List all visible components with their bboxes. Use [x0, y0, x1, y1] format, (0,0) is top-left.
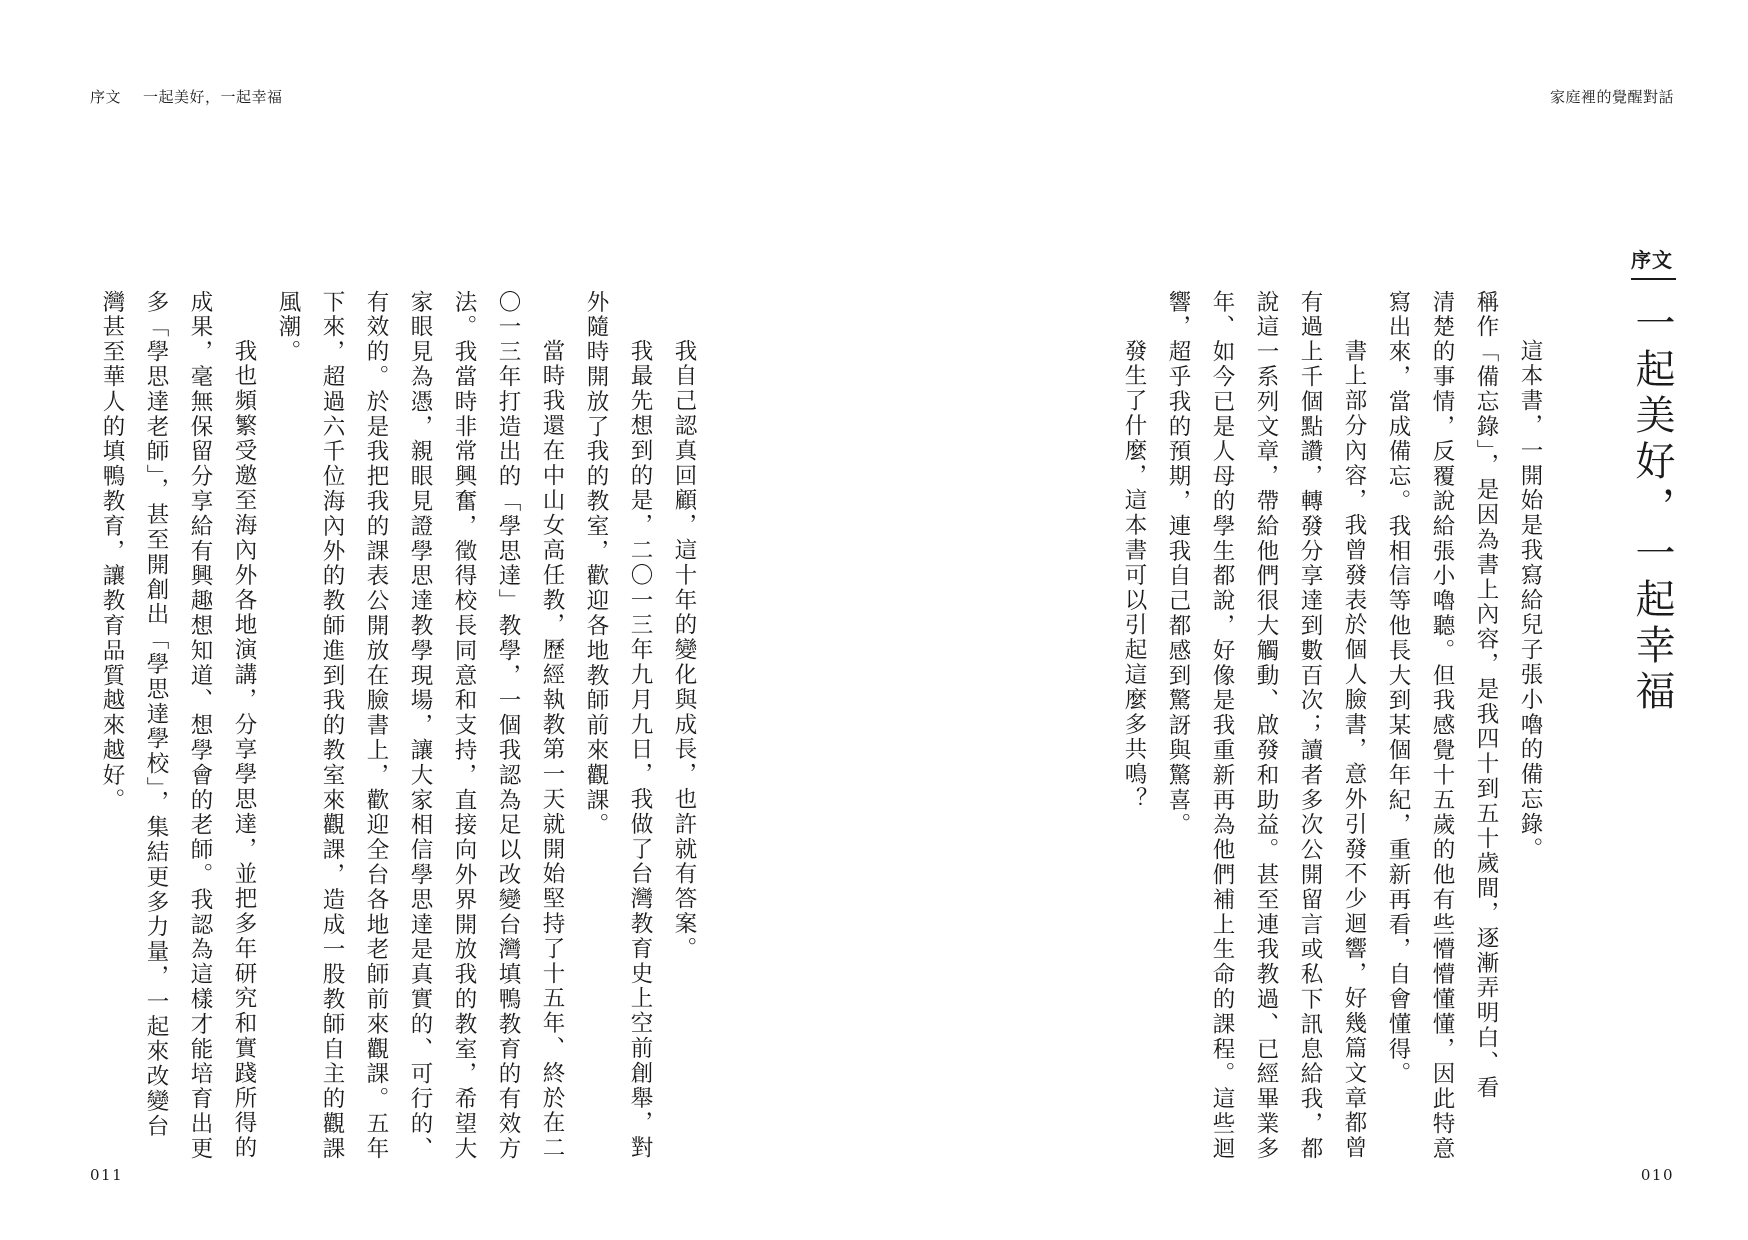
text-line: 我也頻繁受邀至海內外各地演講，分享學思達，並把多年研究和實踐所得的 [231, 339, 257, 1161]
text-line: 我最先想到的是，二〇一三年九月九日，我做了台灣教育史上空前創舉，對 [627, 339, 653, 1161]
text-line: 清楚的事情，反覆說給張小嚕聽。但我感覺十五歲的他有些懵懵懂懂，因此特意 [1429, 290, 1455, 1162]
text-line: 年、如今已是人母的學生都說，好像是我重新再為他們補上生命的課程。這些迴 [1209, 290, 1235, 1162]
right-running-head: 家庭裡的覺醒對話 [1549, 88, 1674, 106]
text-line: 家眼見為憑，親眼見證學思達教學現場，讓大家相信學思達是真實的、可行的、 [407, 290, 433, 1162]
left-running-head [90, 86, 283, 107]
text-line: 說這一系列文章，帶給他們很大觸動、啟發和助益。甚至連我教過、已經畢業多 [1253, 290, 1279, 1162]
right-page-number: 010 [1640, 1166, 1674, 1184]
text-line: 下來，超過六千位海內外的教師進到我的教室來觀課，造成一股教師自主的觀課 [319, 290, 345, 1162]
title-rule [1631, 278, 1676, 280]
left-page-body [90, 290, 706, 1162]
text-line: 寫出來，當成備忘。我相信等他長大到某個年紀，重新再看，自會懂得。 [1385, 290, 1411, 1087]
text-line: 稱作「備忘錄」，是因為書上內容，是我四十到五十歲間，逐漸弄明白、看 [1473, 290, 1499, 1101]
text-line: 外隨時開放了我的教室，歡迎各地教師前來觀課。 [583, 290, 609, 838]
text-line: 〇一三年打造出的「學思達」教學，一個我認為足以改變台灣填鴨教育的有效方 [495, 290, 521, 1162]
right-page-body [1112, 290, 1552, 1162]
text-line: 風潮。 [275, 290, 301, 365]
text-line: 灣甚至華人的填鴨教育，讓教育品質越來越好。 [99, 290, 125, 813]
text-line: 有過上千個點讚，轉發分享達到數百次；讀者多次公開留言或私下訊息給我，都 [1297, 290, 1323, 1162]
text-line: 當時我還在中山女高任教，歷經執教第一天就開始堅持了十五年、終於在二 [539, 339, 565, 1161]
text-line: 成果，毫無保留分享給有興趣想知道、想學會的老師。我認為這樣才能培育出更 [187, 290, 213, 1162]
text-line: 發生了什麼，這本書可以引起這麼多共鳴？ [1121, 339, 1147, 813]
text-line: 多「學思達老師」，甚至開創出「學思達學校」，集結更多力量，一起來改變台 [143, 290, 169, 1139]
text-line: 法。我當時非常興奮，徵得校長同意和支持，直接向外界開放我的教室，希望大 [451, 290, 477, 1162]
text-line: 響，超乎我的預期，連我自己都感到驚訝與驚喜。 [1165, 290, 1191, 838]
text-line: 這本書，一開始是我寫給兒子張小嚕的備忘錄。 [1517, 339, 1543, 862]
left-page-number: 011 [90, 1166, 124, 1184]
text-line: 書上部分內容，我曾發表於個人臉書，意外引發不少迴響，好幾篇文章都曾 [1341, 339, 1367, 1161]
running-head-chapter-title: 一起美好，一起幸福 [143, 88, 283, 106]
running-head-label: 序文 [90, 88, 122, 106]
chapter-title: 一起美好，一起幸福 [1629, 302, 1675, 716]
text-line: 有效的。於是我把我的課表公開放在臉書上，歡迎全台各地老師前來觀課。五年 [363, 290, 389, 1162]
text-line: 我自己認真回顧，這十年的變化與成長，也許就有答案。 [671, 339, 697, 962]
chapter-label: 序文 [1631, 248, 1673, 272]
